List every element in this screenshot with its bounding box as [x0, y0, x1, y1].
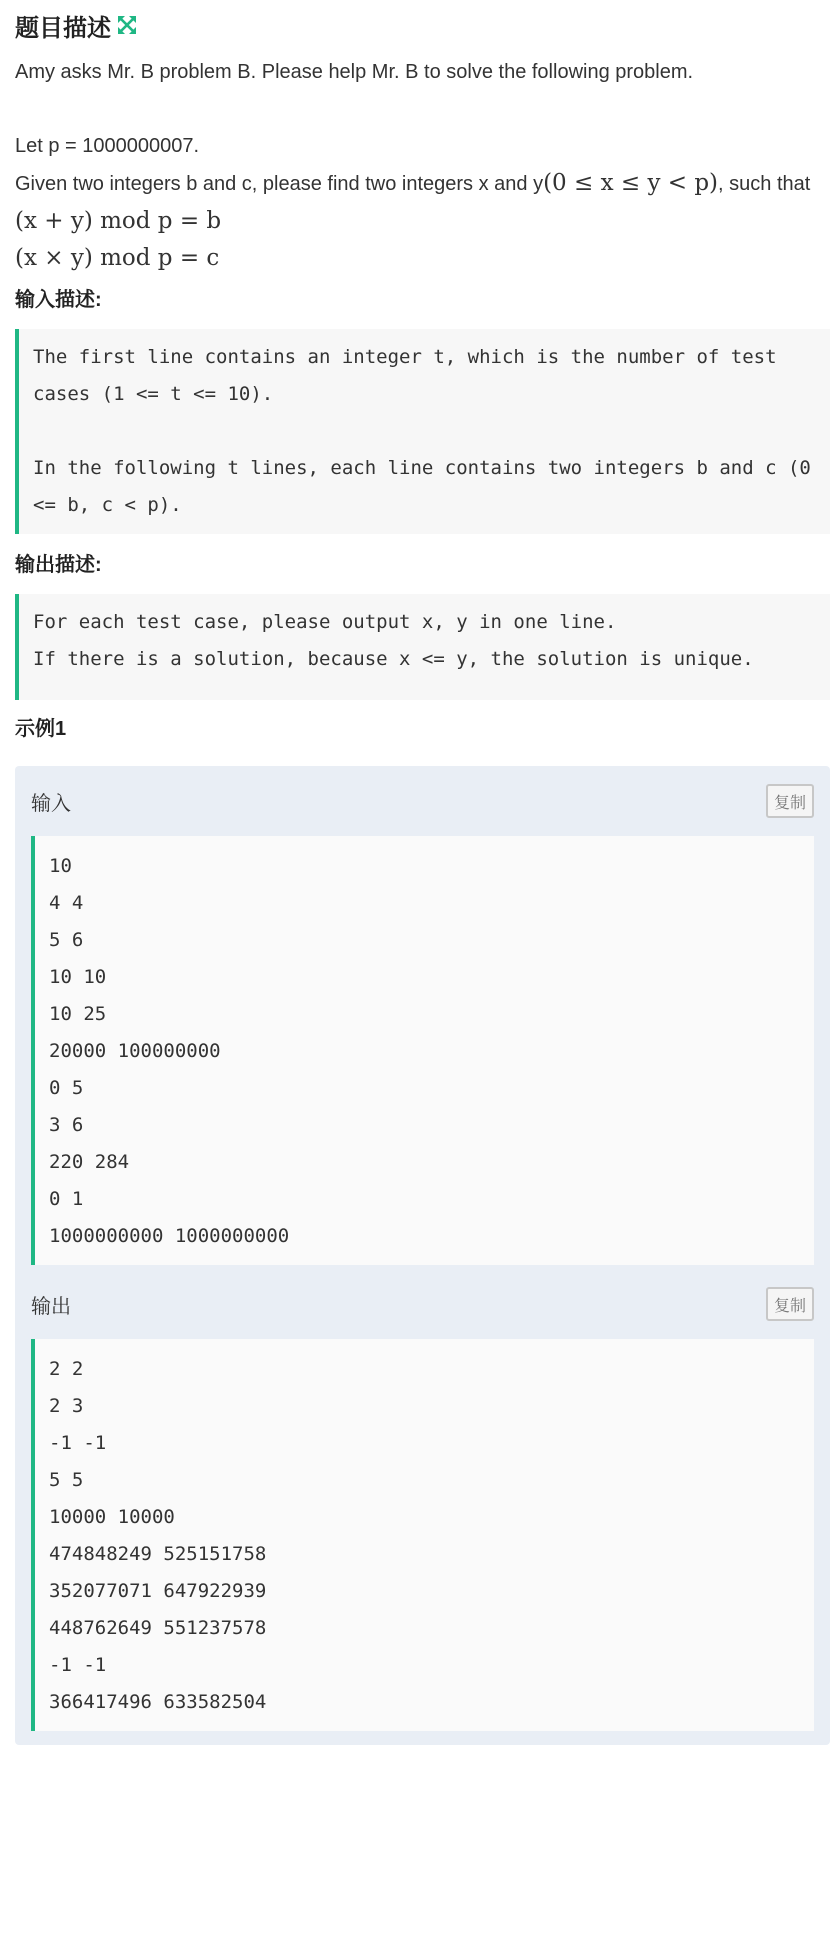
example-heading: 示例1	[15, 718, 67, 740]
example-output-header	[31, 1269, 814, 1339]
given-line	[15, 165, 830, 203]
code-line: 5 5	[49, 1469, 84, 1491]
problem-page	[15, 0, 830, 1745]
code-line: 3 6	[49, 1114, 84, 1136]
code-line: 10	[49, 855, 72, 877]
code-line: 1000000000 1000000000	[49, 1225, 290, 1247]
code-line: 20000 100000000	[49, 1040, 221, 1062]
code-line: 2 2	[49, 1358, 84, 1380]
code-line: 2 3	[49, 1395, 84, 1417]
spacer	[15, 91, 830, 128]
output-description: For each test case, please output x, y in one line. If there is a solution, because x <= y, the solution is unique.	[15, 594, 830, 700]
copy-output-button[interactable]: 复制	[766, 1287, 814, 1321]
copy-input-button[interactable]: 复制	[766, 784, 814, 818]
code-line: 220 284	[49, 1151, 130, 1173]
code-line: 366417496 633582504	[49, 1691, 267, 1713]
example-output-label: 输出	[31, 1295, 71, 1318]
equation-product: (x × y) mod p = c	[15, 245, 220, 271]
condition-math: (0 ≤ x ≤ y < p)	[543, 170, 719, 196]
code-line: 0 5	[49, 1077, 84, 1099]
equation-sum: (x + y) mod p = b	[15, 208, 222, 234]
title-row	[15, 0, 830, 50]
page-title: 题目描述	[15, 14, 111, 42]
code-line: 10 25	[49, 1003, 107, 1025]
code-line: 0 1	[49, 1188, 84, 1210]
code-line: 352077071 647922939	[49, 1580, 267, 1602]
example-panel	[15, 766, 830, 1745]
code-line: -1 -1	[49, 1432, 107, 1454]
expand-icon[interactable]	[117, 15, 137, 35]
output-description-heading: 输出描述:	[15, 554, 102, 576]
code-line: -1 -1	[49, 1654, 107, 1676]
description	[15, 54, 830, 277]
example-input-label: 输入	[31, 792, 71, 815]
input-description-heading: 输入描述:	[15, 289, 102, 311]
input-description: The first line contains an integer t, which is the number of test cases (1 <= t <= 10). In the following t lines, each line contains two integers b and c (0 <= b, c < p).	[15, 329, 830, 534]
example-input-code[interactable]	[31, 836, 814, 1265]
code-line: 10 10	[49, 966, 107, 988]
code-line: 448762649 551237578	[49, 1617, 267, 1639]
given-text: Given two integers b and c, please find two integers x and y	[15, 173, 544, 195]
code-line: 10000 10000	[49, 1506, 175, 1528]
example-input-header	[31, 766, 814, 836]
code-line: 474848249 525151758	[49, 1543, 267, 1565]
code-line: 4 4	[49, 892, 84, 914]
code-line: 5 6	[49, 929, 84, 951]
such-that-text: , such that	[718, 173, 811, 195]
description-line: Amy asks Mr. B problem B. Please help Mr. B to solve the following problem.	[15, 61, 694, 83]
let-p-line: Let p = 1000000007.	[15, 135, 200, 157]
example-output-code[interactable]	[31, 1339, 814, 1731]
